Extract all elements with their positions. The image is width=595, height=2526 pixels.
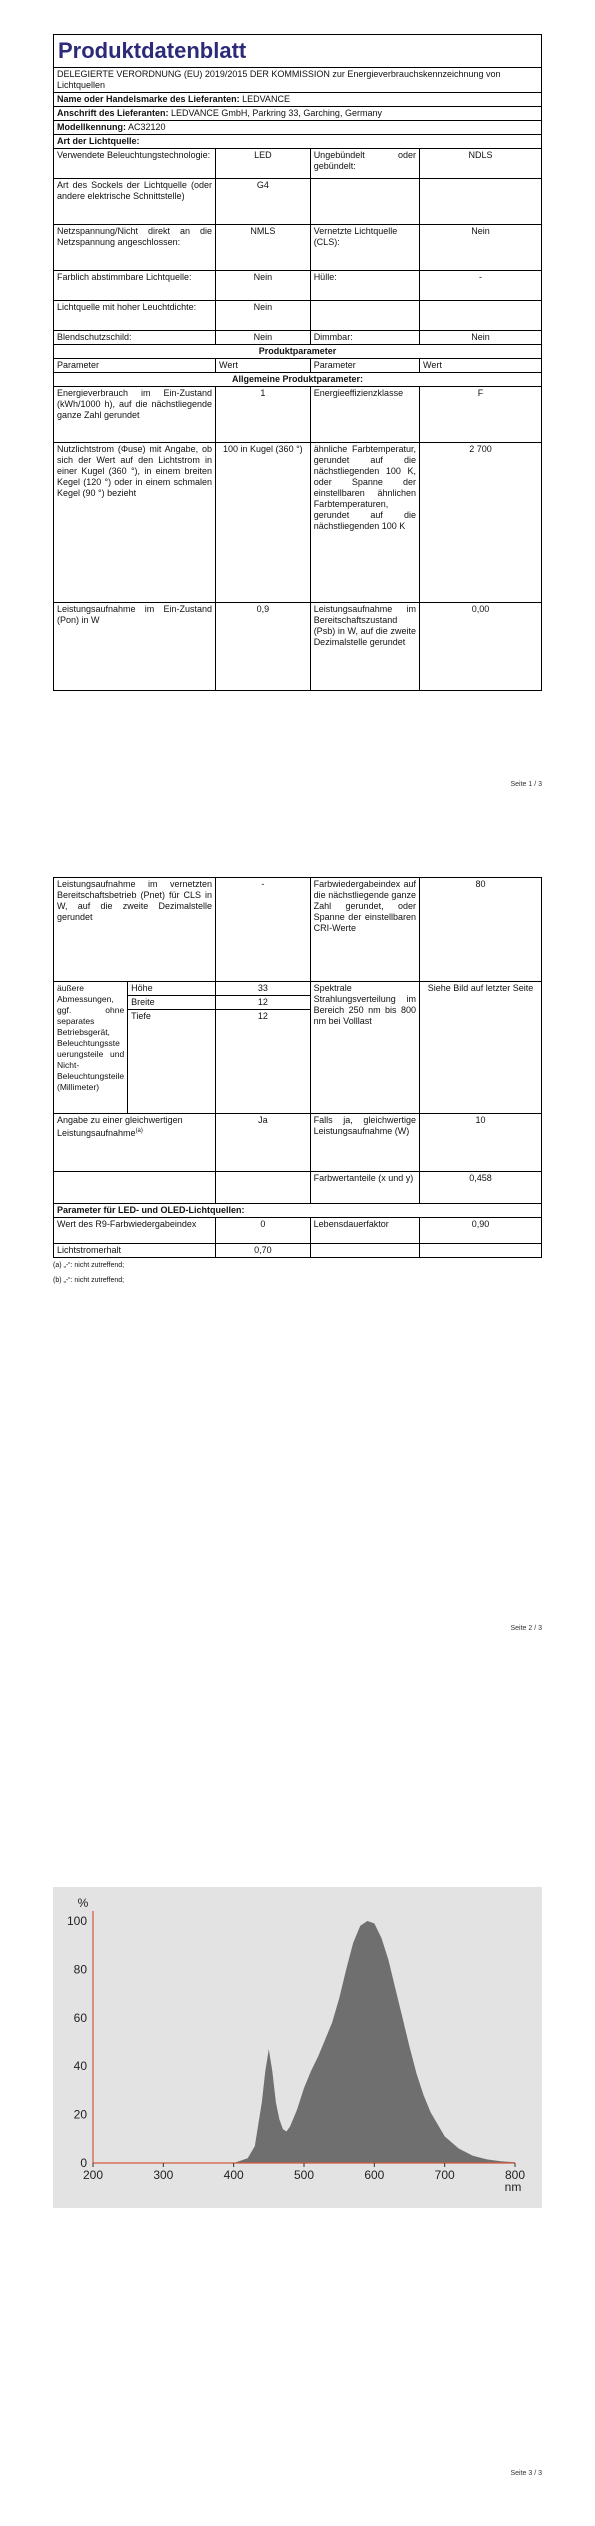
unbundled-label: Ungebündelt oder gebündelt: [310, 149, 419, 179]
energy-class-label: Energieeffizienzklasse [310, 387, 419, 443]
address-label: Anschrift des Lieferanten: [57, 108, 169, 118]
light-type-heading: Art der Lichtquelle: [54, 135, 542, 149]
spectrum-area [220, 1921, 515, 2163]
model-value: AC32120 [128, 122, 166, 132]
supplier-label: Name oder Handelsmarke des Lieferanten: [57, 94, 240, 104]
power-on-label: Leistungsaufnahme im Ein-Zustand (Pon) in W [54, 603, 216, 691]
equivalent-power-text: Angabe zu einer gleichwertigen Leistungsaufnahme [57, 1115, 183, 1138]
param-header: Parameter [310, 359, 419, 373]
empty-cell [310, 301, 419, 331]
address-value: LEDVANCE GmbH, Parkring 33, Garching, Germany [171, 108, 382, 118]
depth-label: Tiefe [128, 1010, 216, 1114]
networked-standby-value: - [216, 878, 311, 982]
led-params-heading: Parameter für LED- und OLED-Lichtquellen: [54, 1204, 542, 1218]
x-tick-label: 400 [223, 2168, 244, 2182]
envelope-label: Hülle: [310, 271, 419, 301]
cls-label: Vernetzte Lichtquelle (CLS): [310, 225, 419, 271]
energy-on-value: 1 [216, 387, 311, 443]
survival-factor-label: Lebensdauerfaktor [310, 1218, 419, 1244]
equivalent-power-value: Ja [216, 1114, 311, 1172]
supplier-value: LEDVANCE [242, 94, 290, 104]
footnote-marker: (a) [135, 1128, 143, 1134]
y-axis-label: % [77, 1896, 89, 1910]
lumen-maintenance-value: 0,70 [216, 1244, 311, 1258]
cct-value: 2 700 [419, 443, 541, 603]
cri-label: Farbwiedergabeindex auf die nächstliegende ganze Zahl gerundet, oder Spanne der einstellbaren CRI-Werte [310, 878, 419, 982]
dimmable-label: Dimmbar: [310, 331, 419, 345]
tech-label: Verwendete Beleuchtungstechnologie: [54, 149, 216, 179]
equivalent-watt-label: Falls ja, gleichwertige Leistungsaufnahme (W) [310, 1114, 419, 1172]
empty-cell [419, 301, 541, 331]
equivalent-power-label [54, 1114, 216, 1172]
datasheet-table-2 [53, 877, 542, 1285]
width-value: 12 [216, 996, 311, 1010]
survival-factor-value: 0,90 [419, 1218, 541, 1244]
socket-value: G4 [216, 179, 311, 225]
x-tick-label: 800 [504, 2168, 526, 2182]
x-tick-label: 700 [434, 2168, 455, 2182]
chromaticity-label: Farbwertanteile (x und y) [310, 1172, 419, 1204]
energy-class-value: F [419, 387, 541, 443]
y-tick-label: 60 [73, 2010, 87, 2025]
empty-cell [54, 1172, 216, 1204]
dimensions-label: äußere Abmessungen, ggf. ohne separates Betriebsgerät, Beleuchtungssteuerungsteile und Nicht-Beleuchtungsteile (Millimeter) [54, 982, 128, 1114]
x-tick-label: 200 [82, 2168, 104, 2182]
supplier-row [54, 93, 542, 107]
y-tick-label: 80 [73, 1962, 87, 1977]
x-tick-label: 600 [364, 2168, 385, 2182]
color-tunable-value: Nein [216, 271, 311, 301]
empty-cell [419, 1244, 541, 1258]
empty-cell [310, 179, 419, 225]
equivalent-watt-value: 10 [419, 1114, 541, 1172]
r9-value: 0 [216, 1218, 311, 1244]
y-tick-label: 20 [73, 2107, 87, 2122]
width-label: Breite [128, 996, 216, 1010]
color-tunable-label: Farblich abstimmbare Lichtquelle: [54, 271, 216, 301]
page-title: Produktdatenblatt [54, 35, 542, 68]
value-header: Wert [419, 359, 541, 373]
height-label: Höhe [128, 982, 216, 996]
unbundled-value: NDLS [419, 149, 541, 179]
page-footer: Seite 1 / 3 [510, 781, 542, 788]
page-footer: Seite 3 / 3 [510, 2470, 542, 2477]
footnote-a: (a) „-“: nicht zutreffend; [53, 1262, 125, 1269]
product-params-heading: Produktparameter [54, 345, 542, 359]
value-header: Wert [216, 359, 311, 373]
standby-power-label: Leistungsaufnahme im Bereitschaftszustand (Psb) in W, auf die zweite Dezimalstelle gerundet [310, 603, 419, 691]
mains-value: NMLS [216, 225, 311, 271]
cls-value: Nein [419, 225, 541, 271]
spectral-distribution-value: Siehe Bild auf letzter Seite [419, 982, 541, 1114]
y-tick-label: 40 [73, 2059, 87, 2074]
height-value: 33 [216, 982, 311, 996]
empty-cell [310, 1244, 419, 1258]
model-row [54, 121, 542, 135]
cri-value: 80 [419, 878, 541, 982]
power-on-value: 0,9 [216, 603, 311, 691]
lumen-maintenance-label: Lichtstromerhalt [54, 1244, 216, 1258]
depth-value: 12 [216, 1010, 311, 1114]
r9-label: Wert des R9-Farbwiedergabeindex [54, 1218, 216, 1244]
model-label: Modellkennung: [57, 122, 126, 132]
y-tick-label: 0 [80, 2156, 87, 2170]
empty-cell [216, 1172, 311, 1204]
high-luminance-value: Nein [216, 301, 311, 331]
useful-flux-label: Nutzlichtstrom (Φuse) mit Angabe, ob sich der Wert auf den Lichtstrom in einer Kugel (360 °), in einem breiten Kegel (120 °) oder in einem schmalen Kegel (90 °) bezieht [54, 443, 216, 603]
page-footer: Seite 2 / 3 [510, 1625, 542, 1632]
glare-shield-value: Nein [216, 331, 311, 345]
footnote-b: (b) „-“: nicht zutreffend; [53, 1277, 125, 1284]
spectral-chart-svg [53, 1887, 542, 2208]
chromaticity-value: 0,458 [419, 1172, 541, 1204]
socket-label: Art des Sockels der Lichtquelle (oder andere elektrische Schnittstelle) [54, 179, 216, 225]
regulation-text: DELEGIERTE VERORDNUNG (EU) 2019/2015 DER KOMMISSION zur Energieverbrauchskennzeichnung von Lichtquellen [54, 68, 542, 93]
param-header: Parameter [54, 359, 216, 373]
datasheet-table-1 [53, 34, 542, 691]
address-row [54, 107, 542, 121]
empty-cell [419, 179, 541, 225]
high-luminance-label: Lichtquelle mit hoher Leuchtdichte: [54, 301, 216, 331]
tech-value: LED [216, 149, 311, 179]
glare-shield-label: Blendschutzschild: [54, 331, 216, 345]
standby-power-value: 0,00 [419, 603, 541, 691]
spectral-chart [53, 1887, 542, 2208]
dimmable-value: Nein [419, 331, 541, 345]
networked-standby-label: Leistungsaufnahme im vernetzten Bereitschaftsbetrieb (Pnet) für CLS in W, auf die zweite Dezimalstelle gerundet [54, 878, 216, 982]
y-tick-label: 100 [66, 1914, 87, 1928]
x-tick-label: 500 [293, 2168, 315, 2182]
general-params-heading: Allgemeine Produktparameter: [54, 373, 542, 387]
energy-on-label: Energieverbrauch im Ein-Zustand (kWh/1000 h), auf die nächstliegende ganze Zahl gerundet [54, 387, 216, 443]
x-axis-label: nm [504, 2180, 522, 2194]
cct-label: ähnliche Farbtemperatur, gerundet auf die nächstliegenden 100 K, oder Spanne der einstellbaren ähnlichen Farbtemperaturen, gerundet auf die nächstliegenden 100 K [310, 443, 419, 603]
spectral-distribution-label: Spektrale Strahlungsverteilung im Bereich 250 nm bis 800 nm bei Volllast [310, 982, 419, 1114]
mains-label: Netzspannung/Nicht direkt an die Netzspannung angeschlossen: [54, 225, 216, 271]
x-tick-label: 300 [153, 2168, 174, 2182]
useful-flux-value: 100 in Kugel (360 °) [216, 443, 311, 603]
envelope-value: - [419, 271, 541, 301]
